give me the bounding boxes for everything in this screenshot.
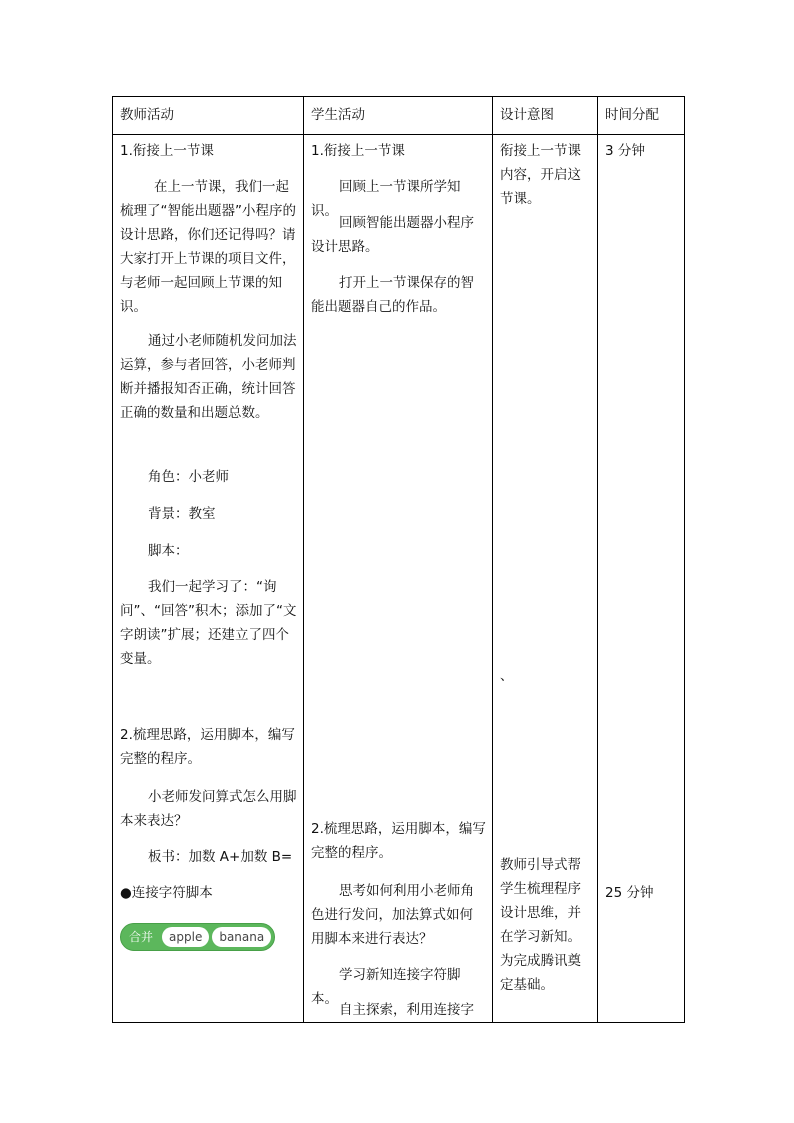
design-paragraph: 教师引导式帮学生梳理程序设计思维，并在学习新知。为完成腾讯奠定基础。	[500, 857, 581, 993]
header-cell	[304, 97, 493, 135]
time-value: 25 分钟	[605, 885, 654, 901]
teacher-activity-cell	[113, 135, 304, 1023]
header-design-intent: 设计意图	[500, 107, 554, 123]
design-mark: 、	[500, 669, 514, 684]
join-block-label: 合并	[129, 930, 154, 944]
table-body-row	[113, 135, 685, 1023]
teacher-role: 角色：小老师	[148, 469, 229, 485]
header-student-activity: 学生活动	[311, 107, 365, 123]
student-activity-cell	[304, 135, 493, 1023]
table-header-row	[113, 97, 685, 135]
teacher-background: 背景：教室	[148, 506, 216, 522]
time-value: 3 分钟	[605, 143, 645, 159]
header-cell	[598, 97, 685, 135]
student-paragraph: 思考如何利用小老师角色进行发问，加法算式如何用脚本来进行表达？	[311, 883, 474, 947]
student-section-2-title: 2.梳理思路，运用脚本，编写完整的程序。	[311, 821, 486, 861]
teacher-paragraph: 小老师发问算式怎么用脚本来表达？	[120, 789, 297, 829]
time-allocation-cell	[598, 135, 685, 1023]
student-section-1-title: 1.衔接上一节课	[311, 143, 405, 159]
student-paragraph: 回顾上一节课所学知识。	[311, 179, 461, 219]
teacher-section-2-title: 2.梳理思路，运用脚本，编写完整的程序。	[120, 727, 295, 767]
header-teacher-activity: 教师活动	[120, 107, 174, 123]
teacher-script-label: 脚本：	[148, 543, 189, 559]
header-cell	[113, 97, 304, 135]
teacher-paragraph: 通过小老师随机发问加法运算，参与者回答，小老师判断并播报知否正确，统计回答正确的数量和出题总数。	[120, 333, 297, 421]
student-paragraph: 回顾智能出题器小程序设计思路。	[311, 215, 474, 255]
student-paragraph: 打开上一节课保存的智能出题器自己的作品。	[311, 275, 474, 315]
header-cell	[493, 97, 598, 135]
design-paragraph: 衔接上一节课内容，开启这节课。	[500, 143, 581, 207]
lesson-plan-table	[112, 96, 685, 1023]
teacher-paragraph: 在上一节课，我们一起梳理了“智能出题器”小程序的设计思路，你们还记得吗？请大家打开上节课的项目文件，与老师一起回顾上节课的知识。	[120, 179, 296, 315]
join-string-block	[120, 923, 275, 951]
header-time-allocation: 时间分配	[605, 107, 659, 123]
student-paragraph: 自主探索，利用连接字	[339, 1002, 474, 1018]
join-block-arg: apple	[162, 927, 209, 947]
teacher-paragraph: 我们一起学习了：“询问”、“回答”积木；添加了“文字朗读”扩展；还建立了四个变量。	[120, 579, 297, 667]
teacher-bullet: ●连接字符脚本	[120, 885, 213, 901]
teacher-section-1-title: 1.衔接上一节课	[120, 143, 214, 159]
teacher-board-note: 板书：加数 A+加数 B=	[148, 849, 293, 865]
join-block-arg: banana	[212, 927, 271, 947]
design-intent-cell	[493, 135, 598, 1023]
student-paragraph: 学习新知连接字符脚本。	[311, 967, 461, 1007]
